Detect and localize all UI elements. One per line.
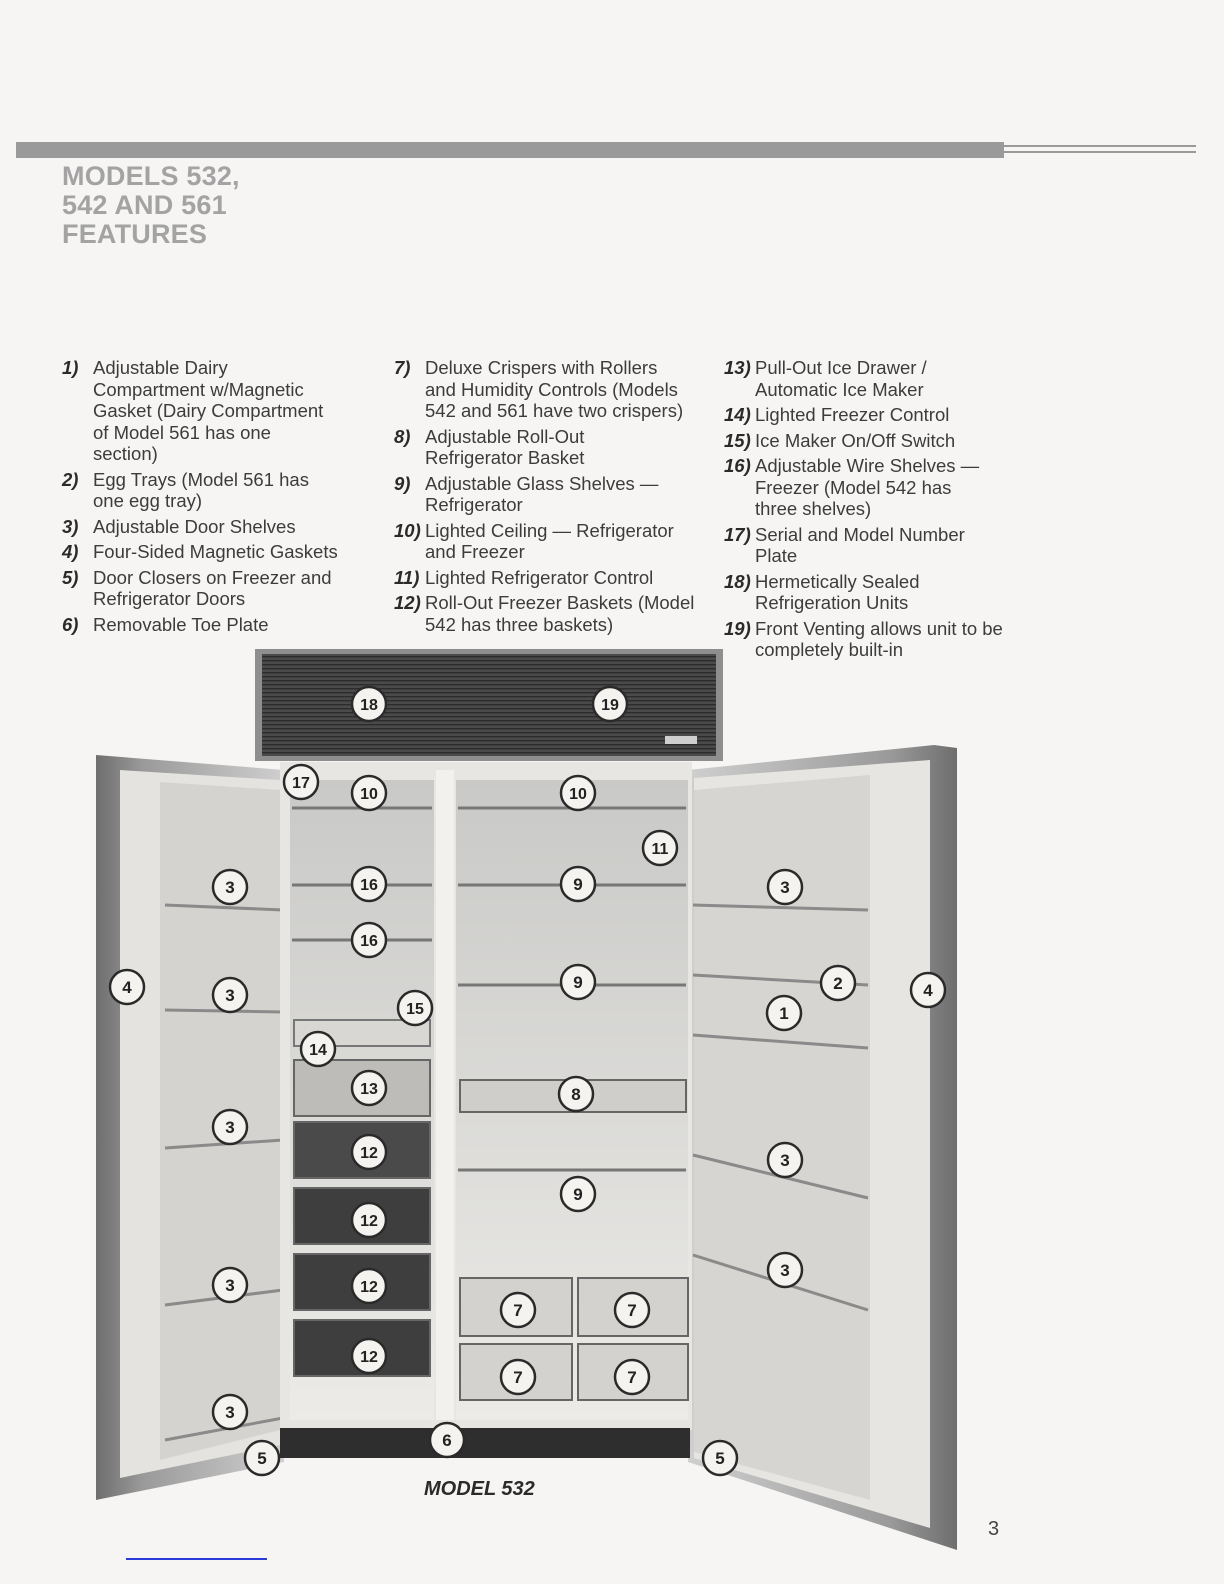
callout-number: 9 — [573, 973, 583, 992]
callout-9 — [561, 1177, 595, 1211]
feature-text: Adjustable Dairy Compartment w/Magnetic Gasket (Dairy Compartment of Model 561 has one section) — [93, 357, 324, 464]
feature-text: Serial and Model Number Plate — [755, 523, 965, 566]
feature-text: Adjustable Glass Shelves — Refrigerator — [425, 472, 659, 515]
callout-number: 10 — [360, 786, 378, 803]
callout-number: 7 — [627, 1301, 637, 1320]
feature-number: 3) — [62, 515, 79, 537]
page-number: 3 — [988, 1518, 1000, 1540]
callout-number: 3 — [225, 986, 235, 1005]
callout-3 — [213, 1110, 247, 1144]
callout-number: 18 — [360, 697, 378, 714]
feature-number: 6) — [62, 613, 79, 635]
feature-number: 14) — [724, 404, 751, 425]
callout-3 — [768, 1253, 802, 1287]
callout-number: 19 — [601, 697, 619, 714]
feature-number: 16) — [724, 455, 751, 476]
callout-number: 13 — [360, 1081, 378, 1098]
feature-number: 1) — [62, 357, 79, 378]
feature-text: Lighted Ceiling — Refrigerator and Freezer — [425, 519, 674, 562]
title-line: FEATURES — [62, 219, 208, 249]
callout-number: 3 — [225, 1118, 235, 1137]
feature-number: 9) — [394, 472, 411, 494]
feature-number: 2) — [62, 468, 79, 490]
callout-3 — [213, 978, 247, 1012]
callout-3 — [768, 870, 802, 904]
callout-7 — [615, 1360, 649, 1394]
callout-number: 12 — [360, 1279, 378, 1296]
callout-3 — [213, 1268, 247, 1302]
callout-number: 10 — [569, 786, 587, 803]
callout-number: 14 — [309, 1042, 327, 1059]
callout-number: 15 — [406, 1001, 424, 1018]
callout-3 — [213, 870, 247, 904]
callout-13 — [352, 1071, 386, 1105]
figure-caption: MODEL 532 — [424, 1478, 535, 1500]
callout-6 — [430, 1423, 464, 1457]
callout-number: 1 — [779, 1004, 789, 1023]
feature-number: 5) — [62, 566, 79, 588]
callout-number: 3 — [225, 1276, 235, 1295]
callout-16 — [352, 923, 386, 957]
callout-number: 9 — [573, 875, 583, 894]
callout-19 — [593, 687, 627, 721]
callout-number: 7 — [513, 1301, 523, 1320]
callout-7 — [615, 1293, 649, 1327]
feature-number: 8) — [394, 425, 411, 447]
callout-4 — [911, 973, 945, 1007]
callout-12 — [352, 1135, 386, 1169]
callout-9 — [561, 965, 595, 999]
callout-5 — [245, 1441, 279, 1475]
callout-4 — [110, 970, 144, 1004]
refrigerator-door — [688, 745, 957, 1550]
callout-15 — [398, 991, 432, 1025]
feature-text: Lighted Refrigerator Control — [425, 566, 654, 588]
callout-7 — [501, 1360, 535, 1394]
callout-7 — [501, 1293, 535, 1327]
callout-number: 3 — [780, 1151, 790, 1170]
callout-number: 5 — [715, 1449, 725, 1468]
feature-text: Roll-Out Freezer Baskets (Model 542 has three baskets) — [425, 592, 695, 635]
callout-number: 9 — [573, 1185, 583, 1204]
callout-number: 3 — [780, 878, 790, 897]
feature-text: Front Venting allows unit to be completely built-in — [755, 617, 1003, 660]
callout-18 — [352, 687, 386, 721]
feature-number: 18) — [724, 570, 751, 592]
callout-number: 4 — [923, 981, 933, 1000]
feature-text: Egg Trays (Model 561 has one egg tray) — [93, 468, 309, 511]
footer-link-underline — [126, 1558, 267, 1560]
feature-text: Ice Maker On/Off Switch — [755, 429, 956, 451]
feature-text: Four-Sided Magnetic Gaskets — [93, 541, 338, 562]
feature-text: Pull-Out Ice Drawer / Automatic Ice Maker — [755, 357, 927, 400]
callout-5 — [703, 1441, 737, 1475]
callout-number: 2 — [833, 974, 843, 993]
callout-2 — [821, 966, 855, 1000]
feature-text: Adjustable Wire Shelves — Freezer (Model 542 has three shelves) — [755, 455, 980, 519]
callout-16 — [352, 867, 386, 901]
callout-11 — [643, 831, 677, 865]
callout-number: 16 — [360, 933, 378, 950]
callout-14 — [301, 1032, 335, 1066]
callout-1 — [767, 996, 801, 1030]
feature-number: 12) — [394, 592, 421, 613]
callout-3 — [768, 1143, 802, 1177]
feature-number: 15) — [724, 429, 751, 451]
feature-text: Removable Toe Plate — [93, 613, 269, 635]
callout-number: 7 — [513, 1368, 523, 1387]
callout-number: 7 — [627, 1368, 637, 1387]
callout-10 — [352, 776, 386, 810]
feature-number: 17) — [724, 523, 751, 545]
callout-number: 12 — [360, 1145, 378, 1162]
callout-number: 3 — [780, 1261, 790, 1280]
feature-text: Door Closers on Freezer and Refrigerator Doors — [93, 566, 332, 609]
callout-12 — [352, 1269, 386, 1303]
callout-number: 5 — [257, 1449, 267, 1468]
callout-number: 3 — [225, 878, 235, 897]
callout-number: 12 — [360, 1349, 378, 1366]
callout-12 — [352, 1203, 386, 1237]
feature-number: 7) — [394, 357, 411, 378]
callout-17 — [284, 765, 318, 799]
top-grille — [255, 649, 723, 761]
feature-number: 4) — [62, 541, 79, 562]
feature-text: Lighted Freezer Control — [755, 404, 950, 425]
callout-10 — [561, 776, 595, 810]
feature-number: 11) — [394, 566, 420, 588]
callout-number: 8 — [571, 1085, 581, 1104]
callout-number: 6 — [442, 1431, 452, 1450]
callout-number: 16 — [360, 877, 378, 894]
feature-text: Adjustable Door Shelves — [93, 515, 296, 537]
callout-number: 17 — [292, 775, 310, 792]
feature-number: 10) — [394, 519, 421, 541]
callout-number: 12 — [360, 1213, 378, 1230]
callout-8 — [559, 1077, 593, 1111]
callout-3 — [213, 1395, 247, 1429]
callout-9 — [561, 867, 595, 901]
callout-12 — [352, 1339, 386, 1373]
title-line: MODELS 532, — [62, 161, 240, 191]
feature-text: Deluxe Crispers with Rollers and Humidity Controls (Models 542 and 561 have two crispers) — [425, 357, 684, 421]
feature-number: 19) — [724, 617, 751, 639]
feature-number: 13) — [724, 357, 751, 378]
callout-number: 3 — [225, 1403, 235, 1422]
feature-text: Hermetically Sealed Refrigeration Units — [755, 570, 920, 613]
freezer-door — [96, 755, 284, 1500]
feature-text: Adjustable Roll-Out Refrigerator Basket — [425, 425, 585, 468]
title-line: 542 AND 561 — [62, 190, 227, 220]
callout-number: 11 — [651, 841, 669, 858]
callout-number: 4 — [122, 978, 132, 997]
